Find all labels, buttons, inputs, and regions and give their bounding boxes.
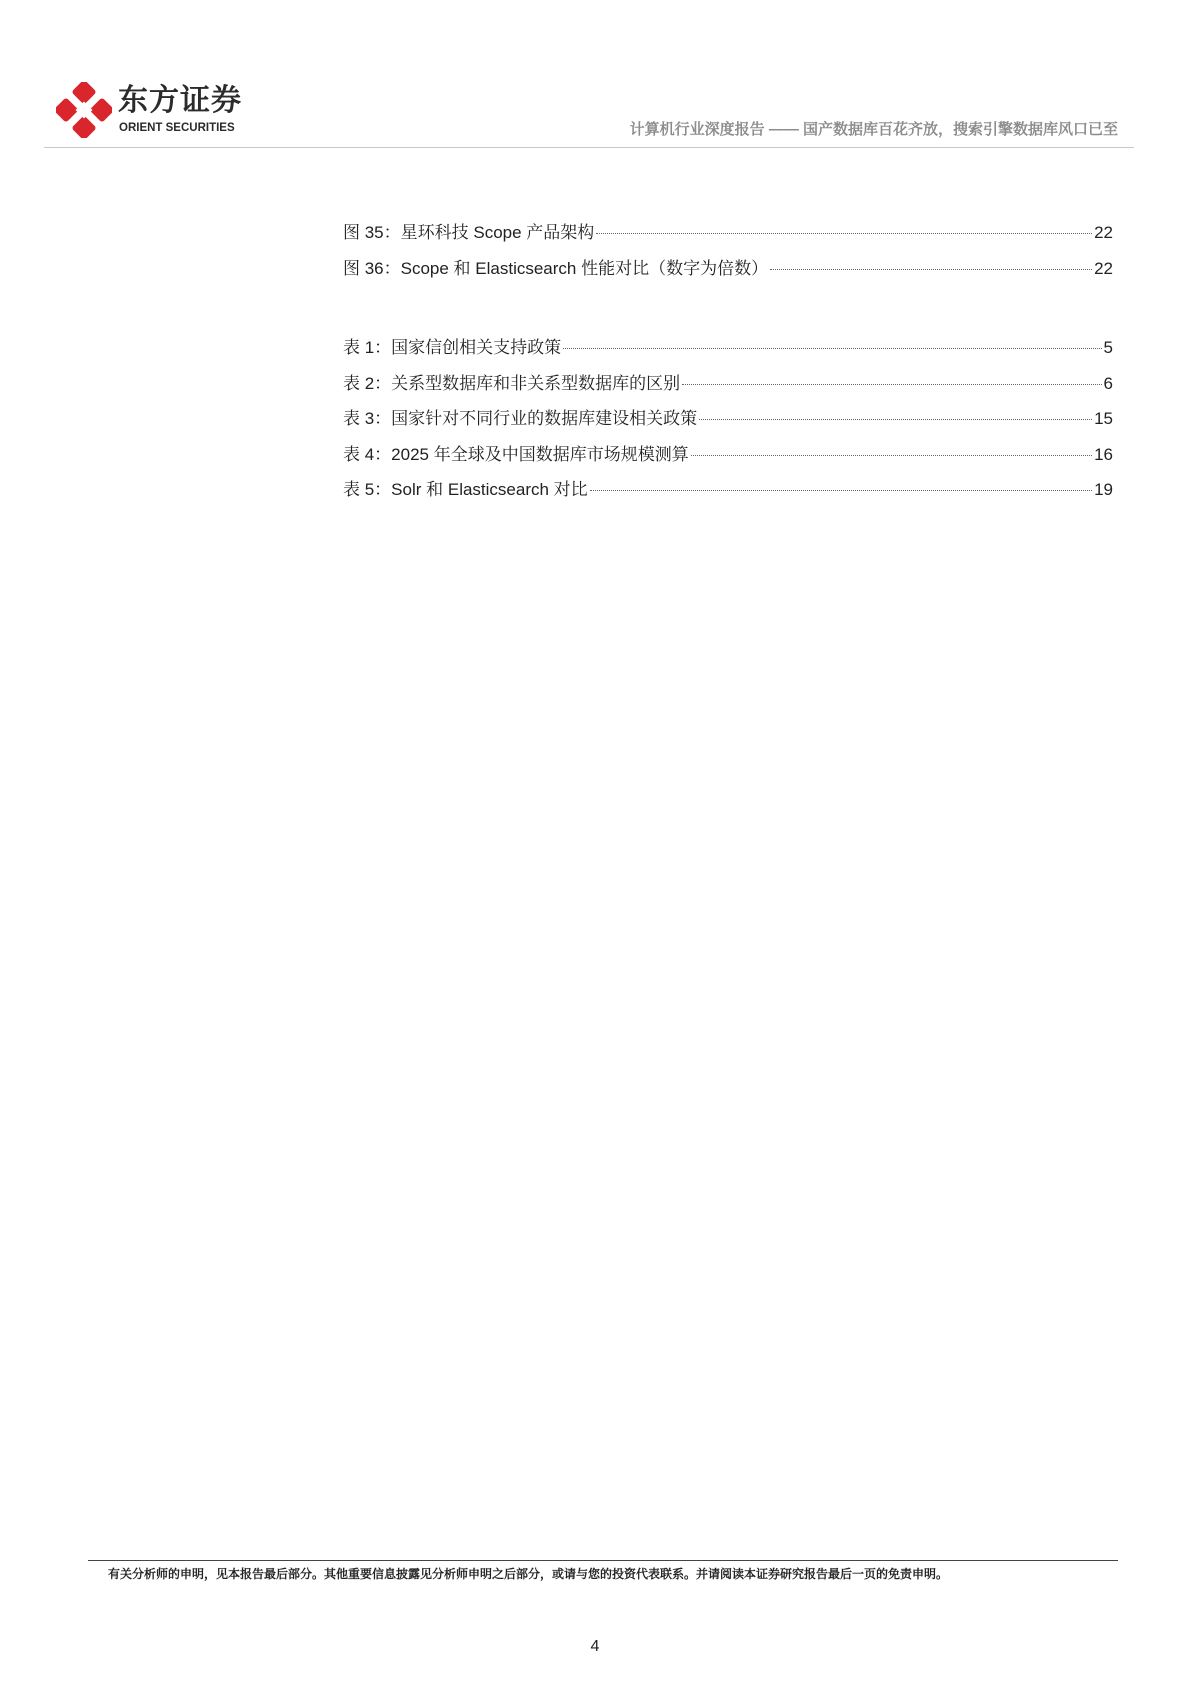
page-number: 4 [590,1638,600,1655]
company-logo [56,82,316,138]
toc-entry-page: 5 [1103,338,1113,357]
toc-entry-label: 图 36：Scope 和 Elasticsearch 性能对比（数字为倍数） [343,258,769,278]
toc-entry-label: 图 35：星环科技 Scope 产品架构 [343,223,595,242]
toc-leader-dots [590,490,1092,491]
toc-entry-label: 表 3：国家针对不同行业的数据库建设相关政策 [343,409,698,428]
toc-entry-figure-35[interactable] [343,218,1113,254]
toc-entry-label: 表 2：关系型数据库和非关系型数据库的区别 [343,373,681,393]
logo-english-name: ORIENT SECURITIES [119,122,235,134]
page-header [44,80,1134,148]
toc-entry-table-3[interactable] [343,404,1113,440]
figure-list [343,218,1113,289]
toc-entry-table-1[interactable] [343,333,1113,369]
toc-leader-dots [596,233,1092,234]
toc-entry-page: 16 [1094,444,1113,464]
toc-entry-table-2[interactable] [343,369,1113,405]
footer-divider [88,1560,1118,1561]
table-of-contents [343,218,1113,555]
toc-entry-page: 15 [1094,409,1113,428]
toc-entry-label: 表 4：2025 年全球及中国数据库市场规模测算 [343,444,689,464]
report-title: 计算机行业深度报告 —— 国产数据库百花齐放，搜索引擎数据库风口已至 [629,121,1118,138]
toc-leader-dots [563,348,1101,349]
toc-entry-page: 6 [1103,373,1113,393]
toc-entry-page: 22 [1094,258,1113,278]
toc-entry-page: 22 [1094,223,1113,242]
toc-entry-label: 表 1：国家信创相关支持政策 [343,338,562,357]
toc-entry-page: 19 [1094,480,1113,499]
toc-leader-dots [699,419,1092,420]
logo-chinese-name: 东方证券 [118,84,242,117]
toc-leader-dots [770,269,1092,270]
toc-entry-figure-36[interactable] [343,254,1113,290]
toc-entry-label: 表 5：Solr 和 Elasticsearch 对比 [343,480,588,499]
toc-entry-table-4[interactable] [343,440,1113,476]
toc-leader-dots [682,384,1101,385]
table-list [343,333,1113,511]
footer-disclaimer: 有关分析师的申明，见本报告最后部分。其他重要信息披露见分析师申明之后部分，或请与您的投资代表联系。并请阅读本证券研究报告最后一页的免责申明。 [108,1567,949,1581]
toc-entry-table-5[interactable] [343,475,1113,511]
orient-securities-logo-icon [56,82,112,138]
toc-leader-dots [691,455,1092,456]
